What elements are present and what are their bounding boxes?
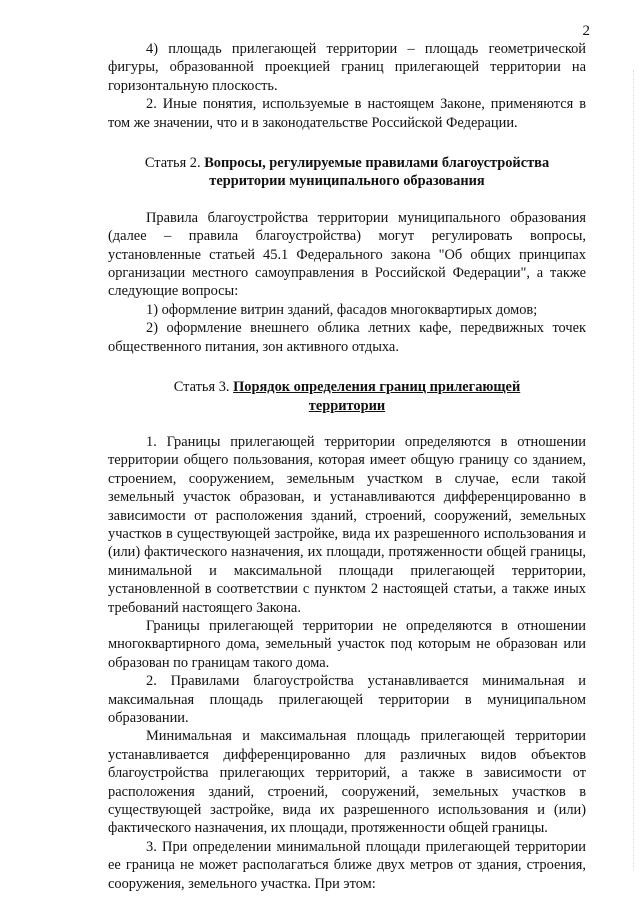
scan-edge-artifact bbox=[631, 70, 634, 870]
article-2-label: Статья 2. bbox=[144, 155, 201, 172]
article-2-heading bbox=[138, 154, 556, 191]
article-2-title: Вопросы, регулируемые правилами благоустройства территории муниципального образования bbox=[204, 155, 550, 190]
article-3-title: Порядок определения границ прилегающей территории bbox=[233, 379, 521, 414]
paragraph: Минимальная и максимальная площадь прилегающей территории устанавливается дифференцированно для различных видов объектов благоустройства прилегающих территорий, а также в зависимости от расположения зданий, строений, сооружений, земельных участков в существующей застройке, вида их разрешенного использования и (или) фактического назначения, их площади, протяженности общей границы. bbox=[108, 728, 586, 837]
list-item: 2) оформление внешнего облика летних кафе, передвижных точек общественного питания, зон активного отдыха. bbox=[108, 320, 586, 355]
paragraph: 1. Границы прилегающей территории определяются в отношении территории общего пользования, которая имеет общую границу со зданием, строением, сооружением, земельным участком в случае, если такой земельный участок образован, и устанавливаются дифференцированно в зависимости от расположения зданий, строений, сооружений, земельных участков в существующей застройке, вида их разрешенного использования и (или) фактического назначения, их площади, протяженности общей границы, минимальной и максимальной площади прилегающей территории, установленной в соответствии с пунктом 2 настоящей статьи, а также иных требований настоящего Закона. bbox=[108, 433, 586, 616]
paragraph: Границы прилегающей территории не определяются в отношении многоквартирного дома, земельный участок под которым не образован или образован по границам такого дома. bbox=[108, 617, 586, 671]
paragraph: 2. Иные понятия, используемые в настоящем Законе, применяются в том же значении, что и в законодательстве Российской Федерации. bbox=[108, 96, 586, 131]
article-3-label: Статья 3. bbox=[173, 379, 230, 396]
list-item: 1) оформление витрин зданий, фасадов многоквартирых домов; bbox=[146, 301, 538, 318]
paragraph: Правила благоустройства территории муниципального образования (далее – правила благоустройства) могут регулировать вопросы, установленные статьей 45.1 Федерального закона "Об общих принципах организации местного самоуправления в Российской Федерации", а также следующие вопросы: bbox=[108, 209, 586, 300]
paragraph: 2. Правилами благоустройства устанавливается минимальная и максимальная площадь прилегающей территории в муниципальном образовании. bbox=[108, 673, 586, 726]
paragraph: 4) площадь прилегающей территории – площадь геометрической фигуры, образованной проекцией границ прилегающей территории на горизонтальную плоскость. bbox=[108, 41, 586, 94]
paragraph: 3. При определении минимальной площади прилегающей территории ее граница не может располагаться ближе двух метров от здания, строения, сооружения, земельного участка. При этом: bbox=[108, 838, 586, 892]
document-body bbox=[108, 40, 586, 893]
article-3-heading bbox=[138, 378, 556, 415]
page-number: 2 bbox=[582, 23, 590, 39]
